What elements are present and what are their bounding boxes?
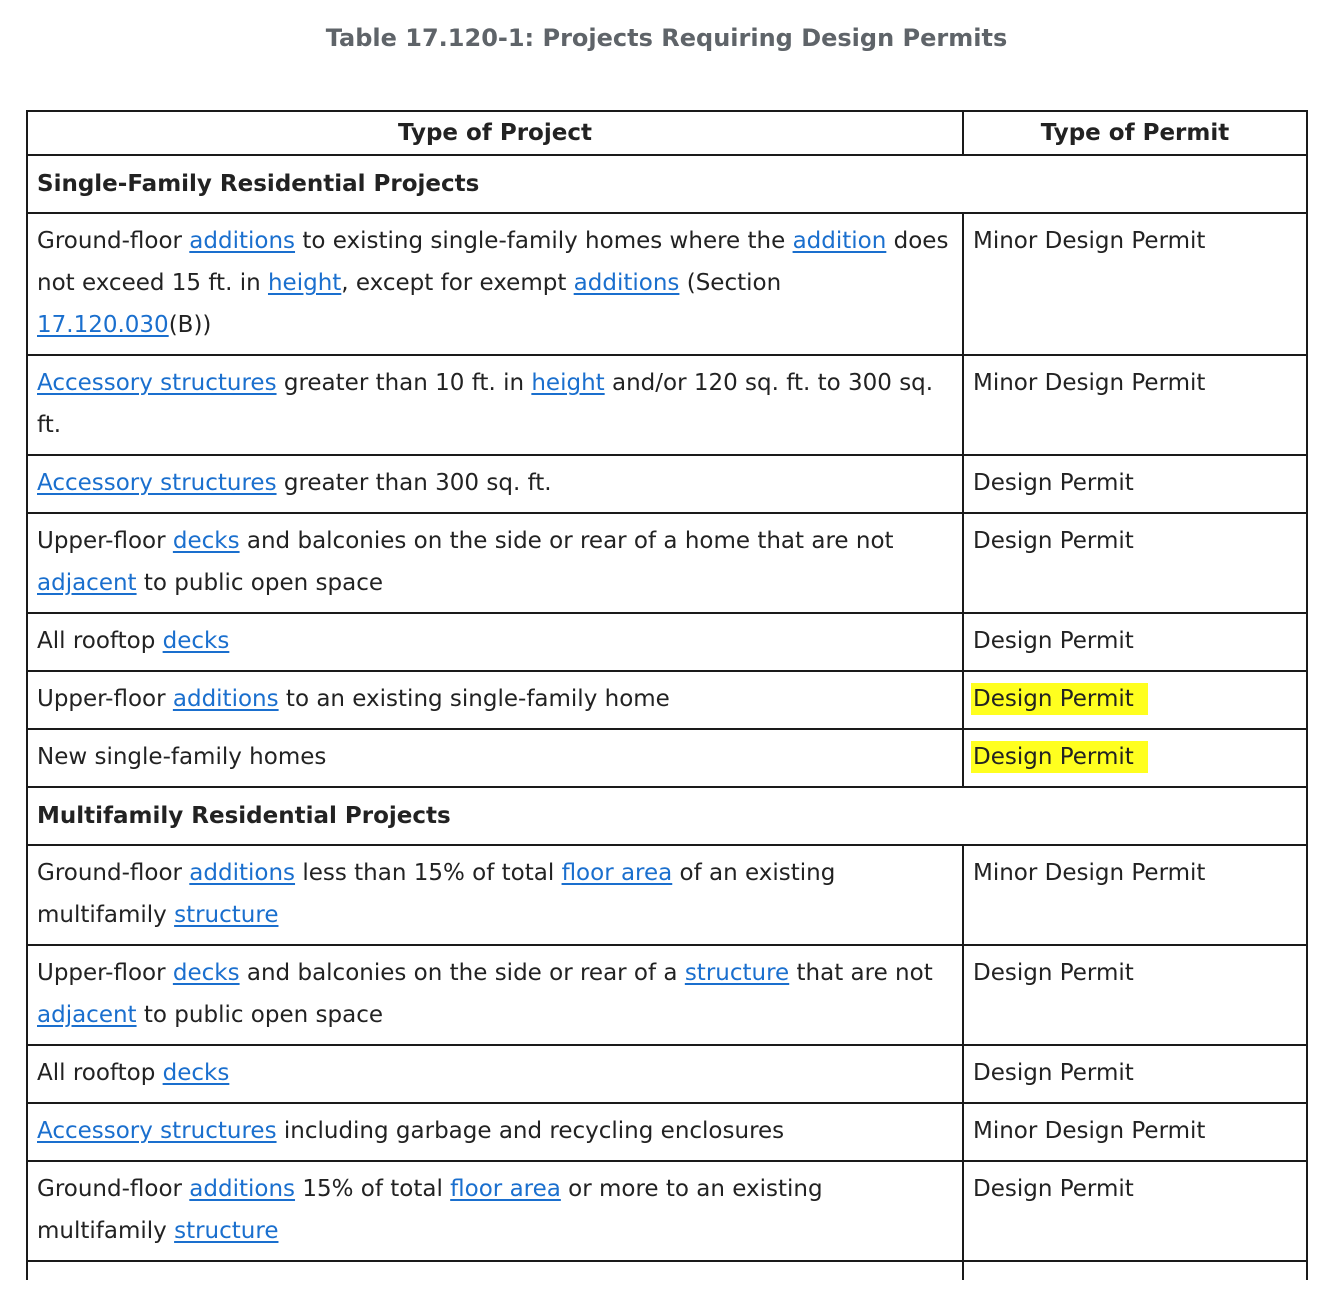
project-text: less than 15% of total [295,860,562,886]
definition-link[interactable]: Accessory structures [37,470,277,496]
project-text: Ground-floor [37,228,190,254]
definition-link[interactable]: adjacent [37,1002,137,1028]
definition-link[interactable]: adjacent [37,570,137,596]
project-text: Upper-floor [37,528,173,554]
project-text: All rooftop [37,628,163,654]
project-cell [27,613,963,671]
section-title: Single-Family Residential Projects [27,155,1307,213]
definition-link[interactable]: decks [162,1060,230,1086]
table-row [27,213,1307,355]
project-cell [27,1103,963,1161]
permit-value: Minor Design Permit [973,1118,1206,1144]
definition-link[interactable]: addition [792,228,887,254]
definition-link[interactable]: Accessory structures [37,370,277,396]
section-title: Multifamily Residential Projects [27,787,1307,845]
definition-link[interactable]: additions [189,1176,296,1202]
permit-value: Design Permit [973,960,1134,986]
project-text: All rooftop [37,1060,163,1086]
definition-link[interactable]: decks [172,528,240,554]
project-text: and/or 120 sq. ft. to 300 sq. ft. [37,370,934,438]
permit-cell [963,945,1307,1045]
project-text: Upper-floor [37,686,173,712]
table-row [27,845,1307,945]
definition-link[interactable]: additions [189,228,296,254]
project-text: , except for exempt [341,270,574,296]
definition-link[interactable]: structure [684,960,790,986]
project-text: or more to an existing multifamily [37,1176,823,1244]
project-cell [27,355,963,455]
permit-cell [963,845,1307,945]
header-type-of-permit: Type of Permit [963,111,1307,155]
permit-value: Design Permit [973,470,1134,496]
definition-link[interactable]: 17.120.030 [37,312,169,338]
permit-value: Minor Design Permit [973,370,1206,396]
definition-link[interactable]: Accessory structures [37,1118,277,1144]
permit-cell [963,1045,1307,1103]
table-row [27,1045,1307,1103]
permit-value: Design Permit [973,1060,1134,1086]
table-row-cut-off [27,1261,1307,1280]
project-text: of an existing multifamily [37,860,836,928]
project-text: and balconies on the side or rear of a home that are not [239,528,894,554]
project-text: to an existing single-family home [278,686,670,712]
project-text: does not exceed 15 ft. in [37,228,949,296]
project-cell [27,845,963,945]
permit-cell [963,671,1307,729]
project-cell [27,1045,963,1103]
section-row [27,155,1307,213]
permit-value-highlighted: Design Permit [971,741,1148,773]
project-text: Ground-floor [37,1176,190,1202]
empty-cell [27,1261,963,1280]
project-cell [27,671,963,729]
permit-value: Design Permit [973,1176,1134,1202]
project-text: Upper-floor [37,960,173,986]
project-text: to public open space [136,570,383,596]
section-row [27,787,1307,845]
definition-link[interactable]: structure [174,902,279,928]
header-type-of-project: Type of Project [27,111,963,155]
table-row [27,945,1307,1045]
project-text: (B)) [168,312,212,338]
project-text: greater than 300 sq. ft. [276,470,552,496]
permit-value: Minor Design Permit [973,228,1206,254]
project-text: New single-family homes [37,744,327,770]
project-cell [27,513,963,613]
definition-link[interactable]: floor area [561,860,673,886]
table-row [27,613,1307,671]
project-cell [27,945,963,1045]
table-caption: Table 17.120-1: Projects Requiring Design Permits [325,24,1008,52]
table-row [27,1161,1307,1261]
table-row [27,355,1307,455]
permit-cell [963,355,1307,455]
permit-cell [963,513,1307,613]
project-cell [27,1161,963,1261]
project-text: (Section [679,270,782,296]
definition-link[interactable]: height [531,370,605,396]
definition-link[interactable]: additions [189,860,296,886]
definition-link[interactable]: height [267,270,342,296]
definition-link[interactable]: decks [172,960,240,986]
empty-cell [963,1261,1307,1280]
permit-value: Design Permit [973,628,1134,654]
table-body [27,155,1307,1280]
definition-link[interactable]: structure [174,1218,279,1244]
project-cell [27,729,963,787]
permit-cell [963,1161,1307,1261]
project-text: 15% of total [295,1176,451,1202]
project-text: greater than 10 ft. in [276,370,532,396]
permit-value: Minor Design Permit [973,860,1206,886]
permit-cell [963,729,1307,787]
permit-cell [963,613,1307,671]
project-cell [27,213,963,355]
permit-cell [963,455,1307,513]
permit-value: Design Permit [973,528,1134,554]
definition-link[interactable]: floor area [450,1176,561,1202]
table-row [27,1103,1307,1161]
project-text: including garbage and recycling enclosures [276,1118,785,1144]
definition-link[interactable]: additions [172,686,279,712]
permit-value-highlighted: Design Permit [971,683,1148,715]
project-cell [27,455,963,513]
project-text: that are not [789,960,933,986]
table-row [27,671,1307,729]
permits-table [26,110,1308,1280]
table-row [27,455,1307,513]
permit-cell [963,1103,1307,1161]
project-text: and balconies on the side or rear of a [239,960,685,986]
permit-cell [963,213,1307,355]
table-row [27,729,1307,787]
definition-link[interactable]: decks [162,628,230,654]
project-text: to existing single-family homes where the [295,228,793,254]
table-row [27,513,1307,613]
project-text: to public open space [136,1002,383,1028]
project-text: Ground-floor [37,860,190,886]
table-header-row [27,111,1307,155]
definition-link[interactable]: additions [573,270,680,296]
